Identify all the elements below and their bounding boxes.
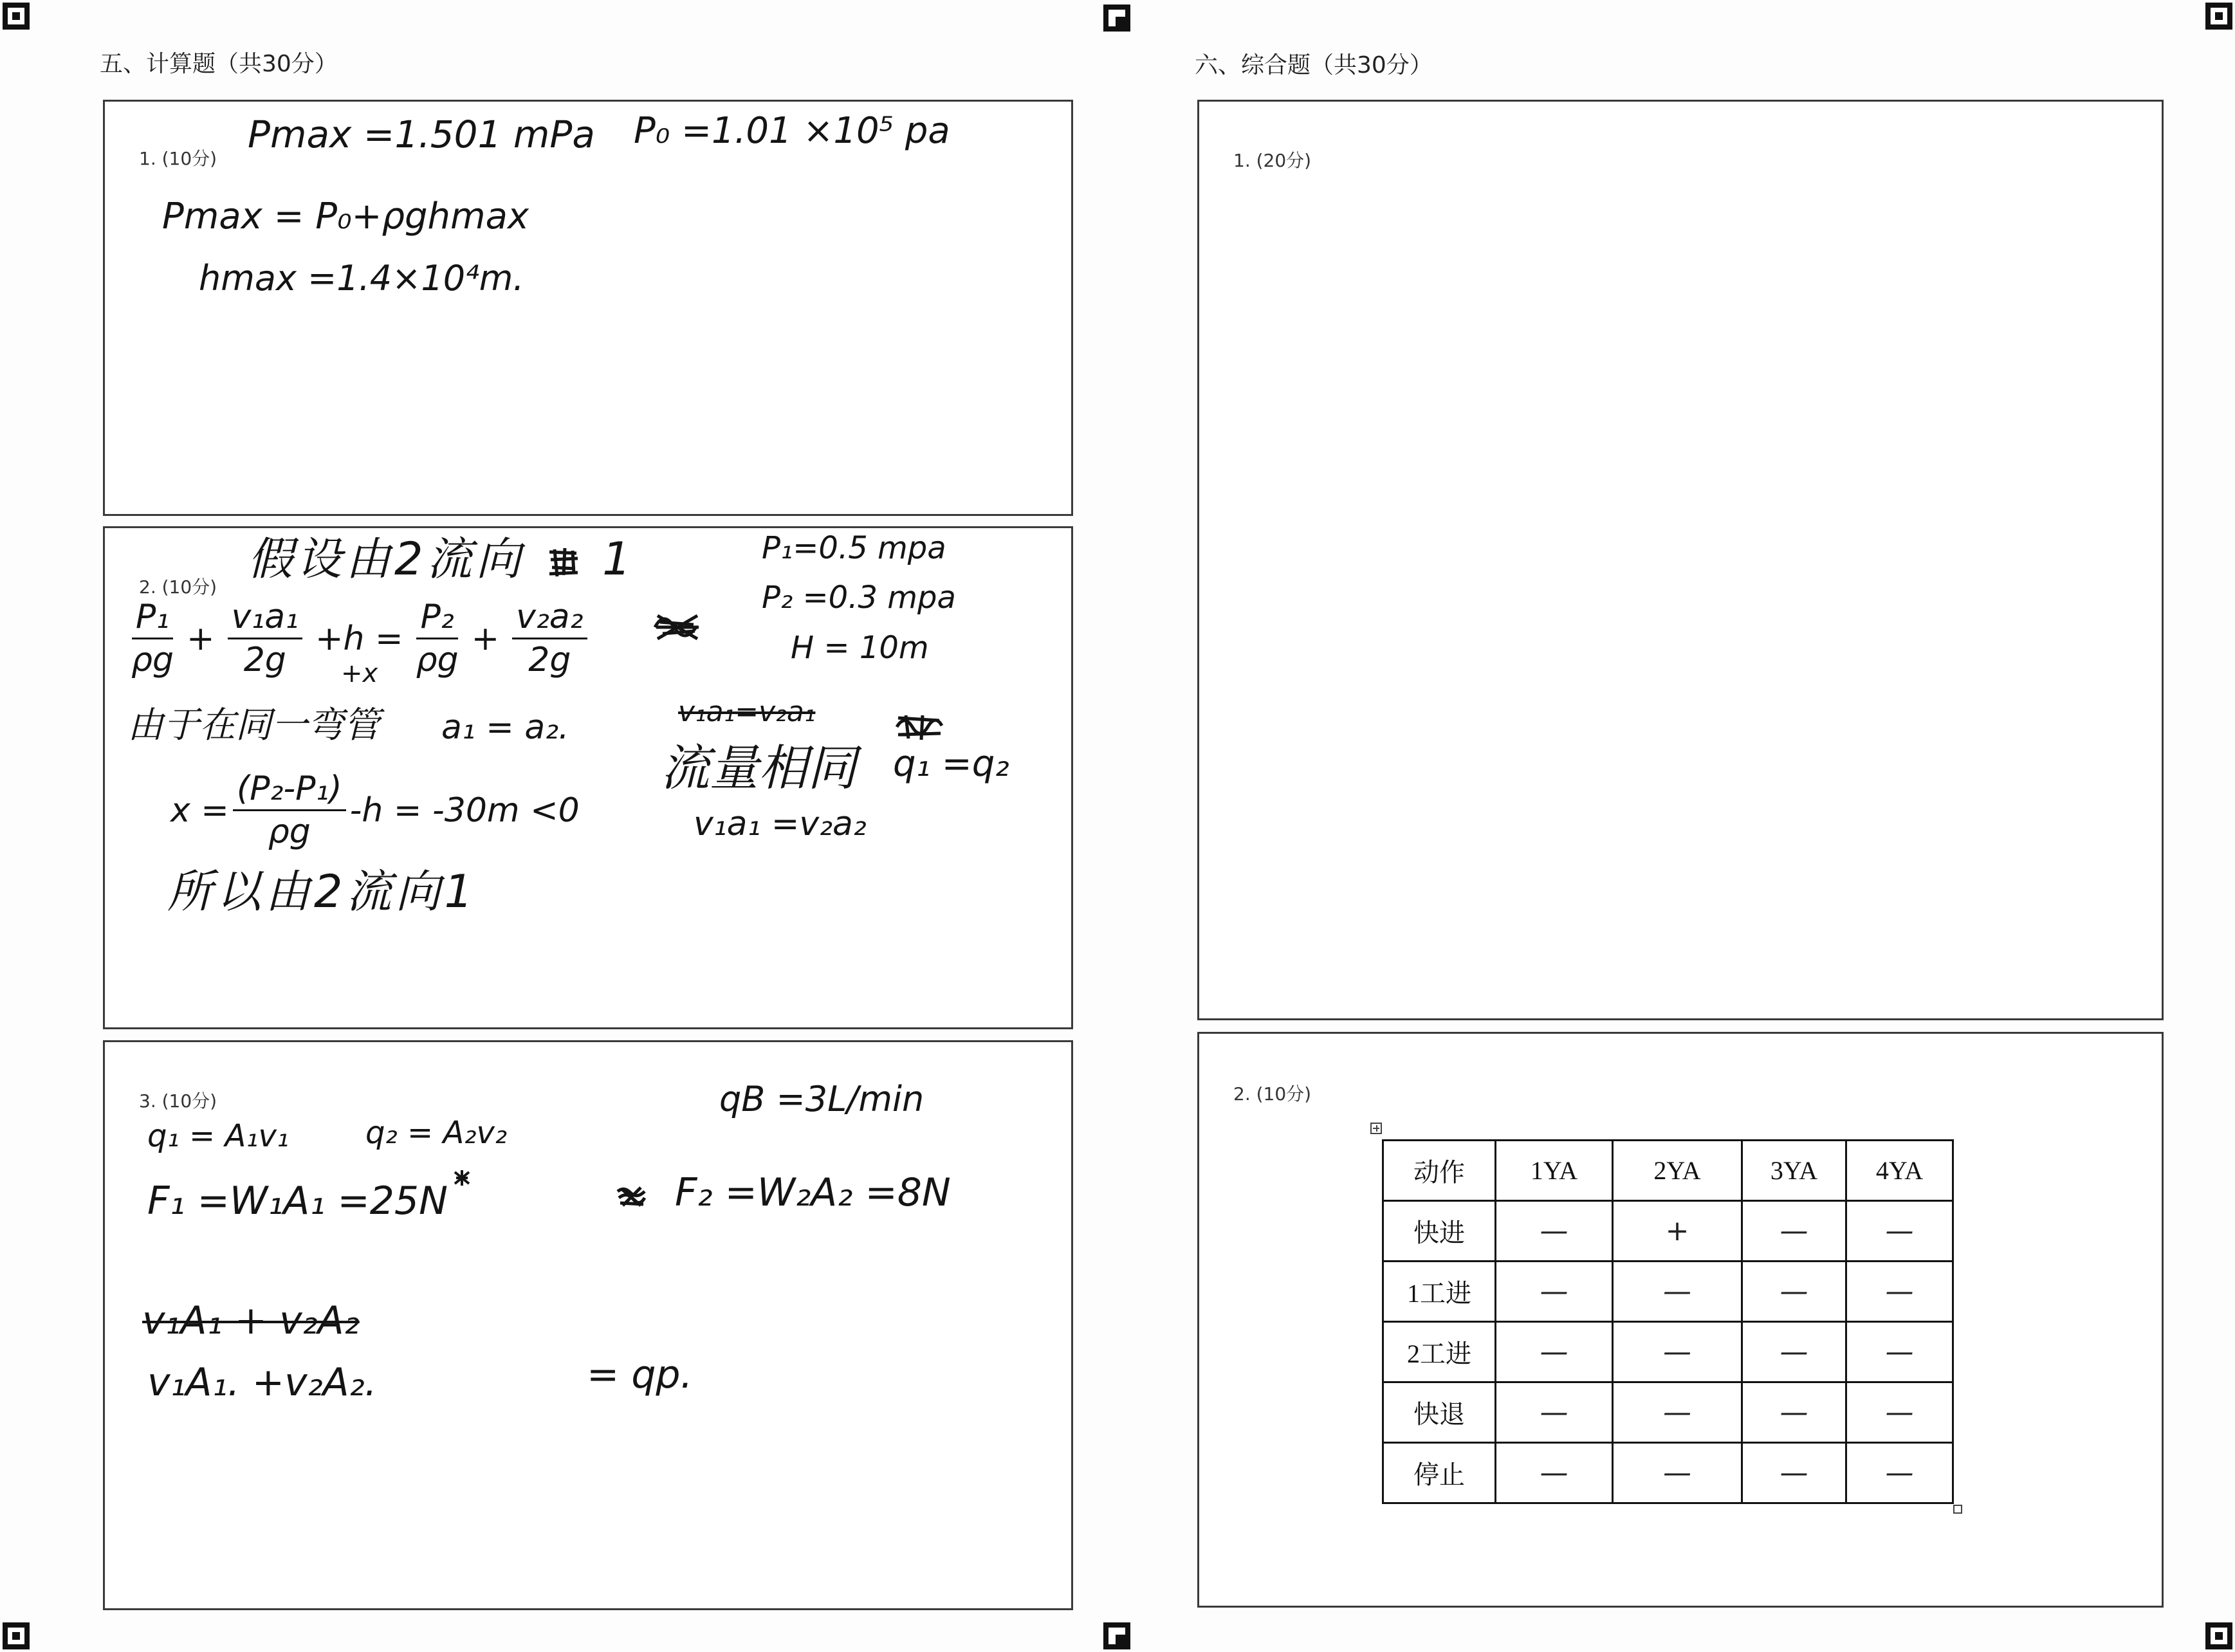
header-2ya: 2YA — [1613, 1141, 1742, 1201]
denominator: 2g — [243, 641, 286, 679]
scribble-crossout — [893, 711, 944, 742]
fraction-term-2 — [228, 600, 302, 677]
table-row — [1383, 1322, 1953, 1382]
handwriting-flow-same-note: 流量相同 — [661, 739, 856, 796]
table-row — [1383, 1443, 1953, 1503]
cell-mark: — — [1742, 1443, 1846, 1503]
handwriting-pump-flow: qB =3L/min — [719, 1079, 924, 1119]
x-rhs: -h = -30m <0 — [349, 791, 580, 830]
solenoid-action-table — [1382, 1139, 1954, 1504]
handwriting-conclusion: 所以由2流向1 — [167, 865, 477, 918]
handwriting-x-equation — [170, 769, 580, 851]
cell-mark: + — [1613, 1201, 1742, 1262]
cell-mark: — — [1846, 1322, 1953, 1382]
handwriting-continuity-equation: v₁a₁ =v₂a₂ — [694, 805, 867, 843]
handwriting-flow-equality: q₁ =q₂ — [893, 743, 1009, 785]
cell-mark: — — [1613, 1262, 1742, 1322]
denominator: ρg — [131, 641, 174, 679]
fraction-term-4 — [512, 600, 587, 677]
handwriting-flow-sum: v₁A₁. +v₂A₂. — [147, 1360, 377, 1405]
table-resize-handle-icon — [1953, 1505, 1962, 1514]
cell-mark: — — [1742, 1322, 1846, 1382]
scribble-crossout — [651, 608, 703, 647]
denominator: ρg — [416, 641, 459, 679]
denominator: 2g — [528, 641, 571, 679]
handwriting-pressure-equation: Pmax = P₀+ρghmax — [162, 196, 529, 237]
section-heading-comprehensive: 六、综合题（共30分） — [1195, 52, 1433, 78]
table-row — [1383, 1201, 1953, 1262]
question-label: 3. (10分) — [139, 1090, 217, 1112]
cell-mark: — — [1846, 1443, 1953, 1503]
height-term-text: +h = — [315, 619, 403, 658]
handwriting-f2-equation: F₂ =W₂A₂ =8N — [675, 1170, 951, 1215]
operator: + — [471, 619, 500, 658]
x-fraction — [233, 769, 346, 851]
answer-box-comprehensive-q2 — [1197, 1032, 2164, 1608]
cell-mark: — — [1846, 1201, 1953, 1262]
question-label: 2. (10分) — [139, 576, 217, 598]
cell-mark: — — [1496, 1443, 1613, 1503]
corner-mark-bottom-right-icon — [2205, 1622, 2232, 1649]
handwriting-p1-value: P₁=0.5 mpa — [762, 530, 946, 566]
cell-mark: — — [1613, 1382, 1742, 1443]
denominator: ρg — [268, 812, 311, 851]
corner-mark-top-center-icon — [1103, 5, 1130, 32]
handwriting-pump-flow-equality: = qp. — [587, 1352, 693, 1397]
height-term — [315, 619, 403, 688]
numerator: P₁ — [132, 600, 173, 639]
cell-mark: — — [1742, 1262, 1846, 1322]
answer-box-calc-q1 — [103, 100, 1073, 516]
numerator: P₂ — [416, 600, 457, 639]
handwriting-hmax-result: hmax =1.4×10⁴m. — [199, 258, 524, 298]
table-move-handle-icon — [1370, 1123, 1382, 1134]
handwriting-same-pipe-note: 由于在同一弯管 — [127, 704, 380, 746]
cell-mark: — — [1496, 1322, 1613, 1382]
operator: + — [187, 619, 215, 658]
x-lhs: x = — [170, 791, 229, 830]
handwriting-f1-equation: F₁ =W₁A₁ =25N — [147, 1179, 448, 1224]
scribble-crossout — [546, 544, 582, 580]
handwriting-p0-value: P₀ =1.01 ×10⁵ pa — [634, 110, 950, 152]
numerator: (P₂-P₁) — [233, 772, 346, 811]
section-heading-calculation: 五、计算题（共30分） — [100, 51, 338, 77]
handwriting-crossed-out-equation: v₁a₁=v₂a₁ — [678, 695, 816, 728]
cell-mark: — — [1496, 1382, 1613, 1443]
fraction-term-1 — [131, 600, 174, 677]
row-action-label: 1工进 — [1383, 1262, 1496, 1322]
handwriting-pmax-value: Pmax =1.501 mPa — [248, 113, 595, 156]
answer-box-comprehensive-q1 — [1197, 100, 2164, 1020]
fraction-term-3 — [416, 600, 459, 677]
numerator: v₂a₂ — [512, 600, 587, 639]
corner-mark-bottom-left-icon — [3, 1622, 30, 1649]
row-action-label: 2工进 — [1383, 1322, 1496, 1382]
row-action-label: 停止 — [1383, 1443, 1496, 1503]
handwriting-assumption — [248, 533, 635, 585]
answer-box-calc-q3 — [103, 1040, 1073, 1610]
cell-mark: — — [1496, 1201, 1613, 1262]
handwriting-q1-equation: q₁ = A₁v₁ — [147, 1118, 290, 1154]
answer-box-calc-q2 — [103, 526, 1073, 1029]
handwriting-crossed-out-sum: v₁A₁ + v₂A₂ — [142, 1298, 360, 1343]
cell-mark: — — [1496, 1262, 1613, 1322]
handwriting-area-equality: a₁ = a₂. — [441, 708, 569, 747]
numerator: v₁a₁ — [228, 600, 302, 639]
question-label: 1. (10分) — [139, 148, 217, 169]
cell-mark: — — [1613, 1322, 1742, 1382]
corner-mark-top-right-icon — [2205, 3, 2232, 30]
question-label: 2. (10分) — [1233, 1083, 1312, 1105]
table-header-row — [1383, 1141, 1953, 1201]
handwriting-p2-value: P₂ =0.3 mpa — [762, 580, 956, 616]
corner-mark-top-left-icon — [3, 3, 30, 30]
cell-mark: — — [1742, 1201, 1846, 1262]
header-1ya: 1YA — [1496, 1141, 1613, 1201]
cell-mark: — — [1846, 1262, 1953, 1322]
scribble-crossout — [615, 1185, 647, 1208]
handwriting-height-value: H = 10m — [791, 630, 929, 666]
corner-mark-bottom-center-icon — [1103, 1622, 1130, 1649]
assumption-target: 1 — [602, 533, 635, 585]
table-row — [1383, 1382, 1953, 1443]
row-action-label: 快进 — [1383, 1201, 1496, 1262]
cell-mark: — — [1742, 1382, 1846, 1443]
height-term-annotation: +x — [340, 658, 378, 688]
assumption-text: 假设由2流向 — [248, 533, 525, 585]
header-3ya: 3YA — [1742, 1141, 1846, 1201]
handwriting-q2-equation: q₂ = A₂v₂ — [365, 1115, 508, 1151]
handwriting-bernoulli-equation — [127, 598, 591, 688]
table-row — [1383, 1262, 1953, 1322]
scribble-crossout — [452, 1168, 472, 1188]
cell-mark: — — [1613, 1443, 1742, 1503]
row-action-label: 快退 — [1383, 1382, 1496, 1443]
header-action: 动作 — [1383, 1141, 1496, 1201]
header-4ya: 4YA — [1846, 1141, 1953, 1201]
question-label: 1. (20分) — [1233, 150, 1312, 171]
cell-mark: — — [1846, 1382, 1953, 1443]
